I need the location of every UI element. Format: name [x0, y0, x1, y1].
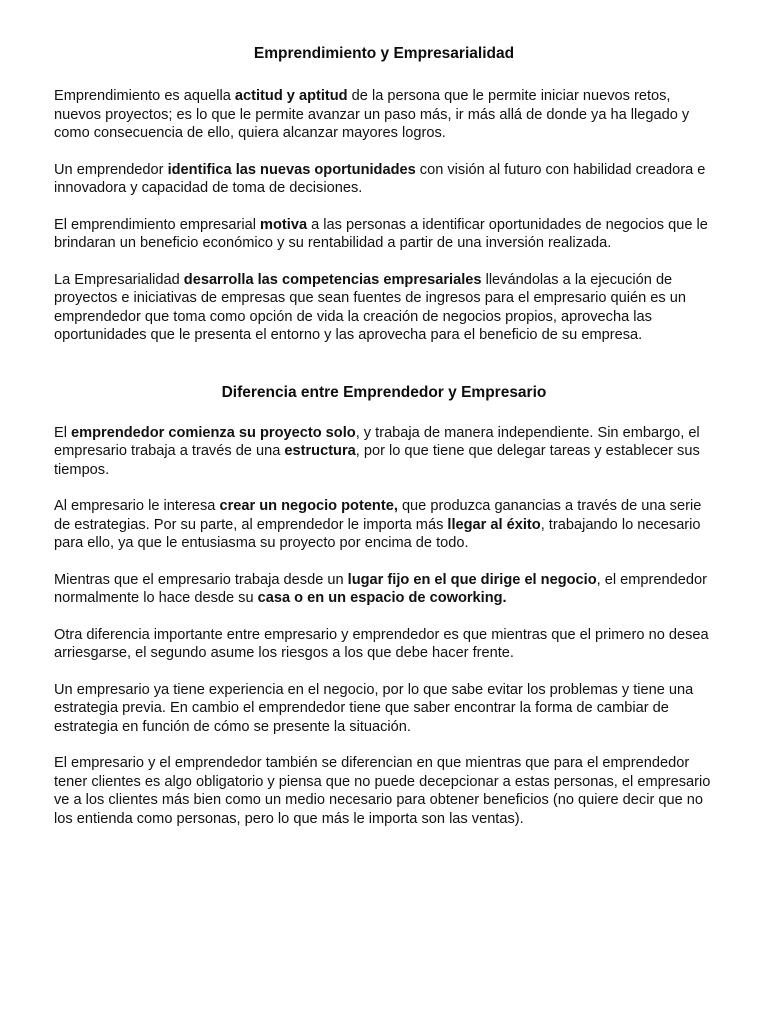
bold-text: actitud y aptitud [234, 88, 348, 104]
bold-text: lugar fijo en el que dirige el negocio [347, 571, 597, 588]
text-run: Un empresario ya tiene experiencia en el negocio, por lo que sabe evitar los problemas y tiene una estrategia previa. En cambio el emprendedor tiene que saber encontrar la forma de cambiar de estrategia en función de cómo se presente la situación. [54, 681, 694, 735]
text-run: , el emprendedor normalmente lo hace desde su [54, 571, 707, 606]
text-run: que produzca ganancias a través de una serie de estrategias. Por su parte, al emprendedor le importa más [54, 498, 702, 533]
paragraph [54, 161, 714, 198]
paragraph [54, 216, 714, 253]
text-run: Al empresario le interesa [54, 498, 220, 514]
text-run: , por lo que tiene que delegar tareas y establecer sus tiempos. [54, 443, 700, 478]
text-run: a las personas a identificar oportunidades de negocios que le brindaran un beneficio económico y su rentabilidad a partir de una inversión realizada. [54, 216, 708, 251]
bold-text: motiva [260, 216, 308, 233]
paragraph [54, 87, 714, 143]
section-body-diferencia [54, 424, 714, 829]
text-run: El [54, 424, 72, 441]
text-run: Un emprendedor [54, 161, 168, 178]
paragraph [54, 754, 714, 828]
text-run: , y trabaja de manera independiente. Sin embargo, el empresario trabaja a través de una [54, 424, 700, 459]
paragraph [54, 424, 714, 480]
text-run: Mientras que el empresario trabaja desde un [54, 571, 348, 588]
text-run: con visión al futuro con habilidad creadora e innovadora y capacidad de toma de decisiones. [54, 161, 706, 196]
bold-text: llegar al éxito [447, 516, 541, 533]
text-run: El emprendimiento empresarial [54, 216, 261, 233]
bold-text: crear un negocio potente, [219, 498, 398, 514]
text-run: Emprendimiento es aquella [54, 88, 235, 104]
section-body-emprendimiento [54, 87, 714, 345]
text-run: La Empresarialidad [54, 271, 184, 288]
bold-text: identifica las nuevas oportunidades [167, 161, 416, 178]
bold-text: emprendedor comienza su proyecto solo [71, 424, 356, 441]
bold-text: desarrolla las competencias empresariales [183, 271, 482, 288]
text-run: El empresario y el emprendedor también se diferencian en que mientras que para el emprendedor tener clientes es algo obligatorio y piensa que no puede decepcionar a estas personas, el empresario ve a los clientes más bien como un medio necesario para obtener beneficios (no quiere decir que no los entienda como personas, pero lo que más le importa son las ventas). [54, 755, 711, 827]
paragraph [54, 626, 714, 663]
bold-text: estructura [284, 443, 356, 459]
section-title-diferencia: Diferencia entre Emprendedor y Empresario [221, 383, 547, 401]
bold-text: casa o en un espacio de coworking. [257, 590, 507, 606]
text-run: de la persona que le permite iniciar nuevos retos, nuevos proyectos; es lo que le permite avanzar un paso más, ir más allá de donde ya ha llegado y como consecuencia de ello, quiera alcanzar mayores logros. [54, 88, 690, 141]
paragraph [54, 681, 714, 737]
paragraph [54, 497, 714, 553]
text-run: Otra diferencia importante entre empresario y emprendedor es que mientras que el primero no desea arriesgarse, el segundo asume los riesgos a los que debe hacer frente. [54, 626, 709, 661]
text-run: llevándolas a la ejecución de proyectos e iniciativas de empresas que sean fuentes de ingresos para el empresario quién es un emprendedor que toma como opción de vida la creación de negocios propios, aprovecha las oportunidades que le presenta el entorno y las aprovecha para el beneficio de su empresa. [54, 271, 686, 343]
paragraph [54, 571, 714, 608]
text-run: , trabajando lo necesario para ello, ya que le entusiasma su proyecto por encima de todo. [54, 516, 701, 551]
paragraph [54, 271, 714, 345]
section-title-emprendimiento: Emprendimiento y Empresarialidad [253, 45, 515, 62]
